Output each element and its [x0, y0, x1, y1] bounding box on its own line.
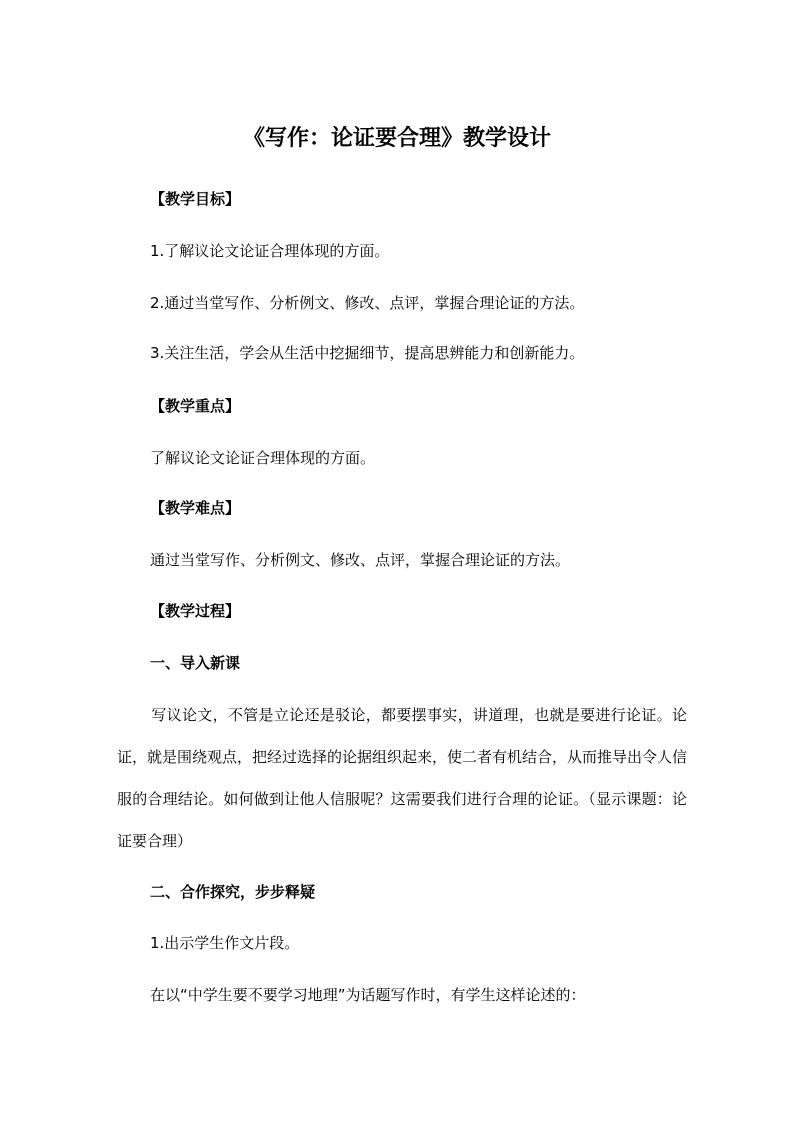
step1-paragraph: [117, 694, 687, 862]
step1-paragraph-text: 写议论文，不管是立论还是驳论，都要摆事实，讲道理，也就是要进行论证。论证，就是围绕观点，把经过选择的论据组织起来，使二者有机结合，从而推导出令人信服的合理结论。如何做到让他人信服呢？这需要我们进行合理的论证。（显示课题：论证要合理）: [117, 706, 688, 850]
difficulties-heading: 【教学难点】: [150, 499, 241, 517]
objective-item-3: 3.关注生活，学会从生活中挖掘细节，提高思辨能力和创新能力。: [150, 344, 585, 362]
step2-intro: 在以“中学生要不要学习地理”为话题写作时，有学生这样论述的：: [150, 986, 586, 1004]
key-points-text: 了解议论文论证合理体现的方面。: [150, 449, 376, 467]
objective-item-1: 1.了解议论文论证合理体现的方面。: [150, 242, 390, 260]
document-title: 《写作：论证要合理》教学设计: [242, 126, 551, 151]
step2-item-1: 1.出示学生作文片段。: [150, 934, 300, 952]
objective-item-2: 2.通过当堂写作、分析例文、修改、点评，掌握合理论证的方法。: [150, 294, 585, 312]
step1-heading: 一、导入新课: [150, 654, 241, 672]
objectives-heading: 【教学目标】: [150, 190, 241, 208]
step2-heading: 二、合作探究，步步释疑: [150, 883, 316, 901]
difficulties-text: 通过当堂写作、分析例文、修改、点评，掌握合理论证的方法。: [150, 551, 571, 569]
process-heading: 【教学过程】: [150, 602, 241, 620]
key-points-heading: 【教学重点】: [150, 397, 241, 415]
